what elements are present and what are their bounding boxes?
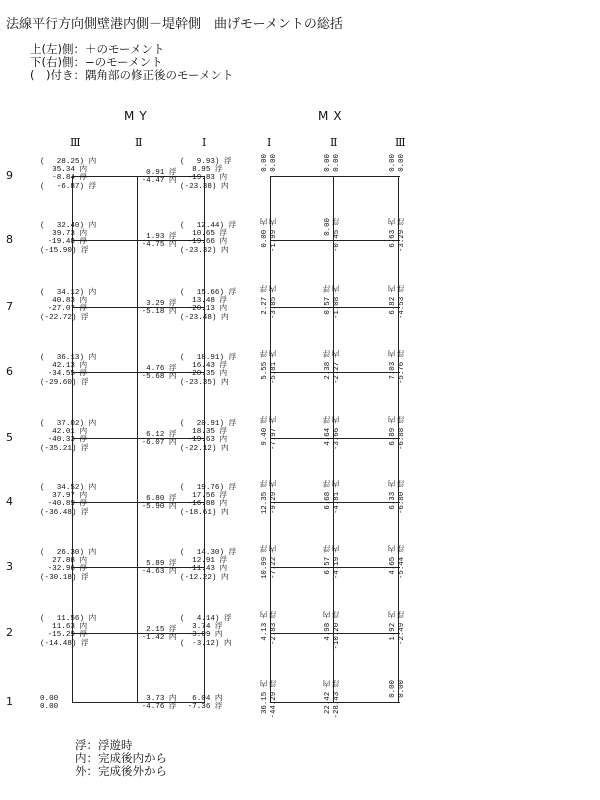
mx3-value: -6.80 浮: [398, 480, 406, 515]
my2-value: 3.29 浮: [134, 300, 177, 308]
mx3-value: 6.33 内: [389, 480, 397, 510]
mx1-value: -7.97 内: [270, 416, 278, 451]
my1-value: ( 12.44) 浮: [180, 222, 237, 230]
my3-value: 37.97 内: [40, 492, 88, 501]
mx2-value: -0.45 浮: [333, 218, 341, 253]
mx1-value: -1.99 内: [270, 218, 278, 253]
my2-value: -5.18 内: [134, 308, 177, 317]
my3-value: (-30.18) 浮: [40, 573, 89, 582]
my2-value: 6.80 浮: [134, 495, 177, 503]
my3-value: 39.73 内: [40, 230, 88, 239]
column-label-mx-2: Ⅱ: [330, 136, 338, 149]
my3-value: ( 34.12) 内: [40, 289, 97, 297]
note-3: 外：完成後外から: [75, 764, 167, 778]
my1-value: -19.63 内: [180, 436, 228, 445]
my3-value: ( 28.25) 内: [40, 158, 97, 166]
mx1-value: 2.27 浮: [261, 285, 269, 315]
row-label: 1: [6, 695, 13, 708]
my1-value: 6.04 内: [180, 695, 223, 703]
row-label: 9: [6, 169, 13, 182]
note-2: 内：完成後内から: [75, 751, 167, 765]
legend-line-1: 上(左)側：＋のモーメント: [30, 42, 165, 56]
my2-value: 1.93 浮: [134, 233, 177, 241]
my3-value: ( 11.56) 内: [40, 615, 97, 623]
my3-value: ( 26.30) 内: [40, 549, 97, 557]
mx2-value: 22.42 内: [324, 680, 332, 715]
my1-value: 10.65 浮: [180, 230, 228, 239]
header-my: MY: [124, 109, 152, 123]
my3-value: ( -6.87) 浮: [40, 182, 97, 191]
my1-value: ( 9.93) 浮: [180, 158, 232, 166]
mx2-value: 0.00: [324, 154, 332, 172]
mx3-value: 0.00: [398, 680, 406, 698]
mx2-value: 0.00: [333, 154, 341, 172]
mx1-value: 12.35 浮: [261, 480, 269, 515]
column-label-my-3: Ⅲ: [70, 136, 81, 149]
my3-value: ( 34.52) 内: [40, 484, 97, 492]
row-label: 7: [6, 300, 13, 313]
mx1-value: 0.00: [261, 154, 269, 172]
my1-value: (-22.12) 内: [180, 444, 229, 453]
mx1-value: 36.15 内: [261, 680, 269, 715]
my1-value: 3.74 浮: [180, 623, 223, 632]
my3-value: ( 36.13) 内: [40, 354, 97, 362]
column-label-mx-3: Ⅲ: [395, 136, 406, 149]
my1-value: -20.13 内: [180, 305, 228, 314]
mx1-value: -7.22 内: [270, 545, 278, 580]
my3-value: -40.33 浮: [40, 436, 88, 445]
mx1-value: 10.99 浮: [261, 545, 269, 580]
mx3-value: -5.44 浮: [398, 545, 406, 580]
mx1-value: -44.29 浮: [270, 680, 278, 719]
my3-value: (-29.60) 浮: [40, 378, 89, 387]
mx2-value: -28.43 浮: [333, 680, 341, 719]
my1-value: -11.43 内: [180, 565, 228, 574]
my3-value: 27.88 内: [40, 557, 88, 566]
mx3-value: 1.92 内: [389, 611, 397, 641]
mx3-value: 6.89 内: [389, 416, 397, 446]
my1-value: ( 18.91) 浮: [180, 354, 237, 362]
my2-value: -6.07 内: [134, 439, 177, 448]
my2-value: -1.42 内: [134, 634, 177, 643]
my3-value: (-22.72) 浮: [40, 313, 89, 322]
legend-line-2: 下(右)側：−のモーメント: [30, 55, 163, 69]
mx2-value: -4.19 内: [333, 545, 341, 580]
legend-line-3: ( )付き：隅角部の修正後のモーメント: [30, 68, 234, 82]
mx3-value: 0.00: [389, 680, 397, 698]
my2-value: 5.89 浮: [134, 560, 177, 568]
my1-value: ( 15.66) 浮: [180, 289, 237, 297]
my1-value: (-23.35) 内: [180, 378, 229, 387]
row-label: 3: [6, 560, 13, 573]
my3-value: -34.55 浮: [40, 370, 88, 379]
mx3-value: -4.53 浮: [398, 285, 406, 320]
mx2-value: -1.08 内: [333, 285, 341, 320]
my1-value: 16.43 浮: [180, 362, 228, 371]
mx3-value: 6.63 内: [389, 218, 397, 248]
mx3-value: 0.00: [398, 154, 406, 172]
my1-value: -19.66 内: [180, 238, 228, 247]
my3-value: 40.83 内: [40, 297, 88, 306]
row-label: 2: [6, 626, 13, 639]
my3-value: 42.13 内: [40, 362, 88, 371]
my2-value: -4.76 浮: [134, 703, 177, 712]
mx2-value: -4.81 内: [333, 480, 341, 515]
my1-value: (-12.22) 内: [180, 573, 229, 582]
my3-value: 35.34 内: [40, 166, 88, 175]
mx3-value: -2.49 浮: [398, 611, 406, 646]
my3-value: (-35.21) 浮: [40, 444, 89, 453]
my1-value: 18.35 浮: [180, 428, 228, 437]
mx1-value: 0.00: [270, 154, 278, 172]
my3-value: 11.63 内: [40, 623, 88, 632]
mx3-value: 6.82 内: [389, 285, 397, 315]
mx1-value: 0.00 内: [261, 218, 269, 248]
my2-value: 0.91 浮: [134, 169, 177, 177]
my3-value: -8.84 浮: [40, 174, 88, 183]
mx1-value: 5.55 浮: [261, 350, 269, 380]
my3-value: 42.01 内: [40, 428, 88, 437]
mx1-value: -2.83 浮: [270, 611, 278, 646]
mx2-value: 6.57 浮: [324, 545, 332, 575]
my2-value: 3.73 内: [134, 695, 177, 703]
mx3-value: -3.29 浮: [398, 218, 406, 253]
my2-value: 2.15 浮: [134, 626, 177, 634]
mx2-value: -3.66 内: [333, 416, 341, 451]
mx3-value: -6.88 浮: [398, 416, 406, 451]
header-mx: MX: [318, 109, 347, 123]
mx2-value: 6.68 浮: [324, 480, 332, 510]
my3-value: 0.00: [40, 695, 59, 703]
my3-value: -32.96 浮: [40, 565, 88, 574]
my2-value: -5.68 内: [134, 373, 177, 382]
mx3-value: 7.03 内: [389, 350, 397, 380]
my2-value: -4.75 内: [134, 241, 177, 250]
my1-value: -20.35 内: [180, 370, 228, 379]
my1-value: 13.48 浮: [180, 297, 228, 306]
column-label-my-2: Ⅱ: [135, 136, 143, 149]
my1-value: -7.36 浮: [180, 703, 223, 712]
my3-value: -19.48 浮: [40, 238, 88, 247]
my1-value: -16.88 内: [180, 500, 228, 509]
my1-value: (-18.61) 内: [180, 508, 229, 517]
row-label: 5: [6, 431, 13, 444]
my3-value: -15.29 浮: [40, 631, 88, 640]
column-label-mx-1: Ⅰ: [267, 136, 272, 149]
my1-value: ( 19.76) 浮: [180, 484, 237, 492]
grid-horizontal-mx: [270, 176, 400, 177]
my1-value: -3.09 内: [180, 631, 223, 640]
page-title: 法線平行方向側壁港内側－堤幹側 曲げモーメントの総括: [6, 17, 343, 32]
mx2-value: -2.27 内: [333, 350, 341, 385]
mx1-value: -3.85 内: [270, 285, 278, 320]
my1-value: ( 20.91) 浮: [180, 420, 237, 428]
my2-value: -5.90 内: [134, 503, 177, 512]
mx1-value: 4.13 内: [261, 611, 269, 641]
mx2-value: 4.64 浮: [324, 416, 332, 446]
mx3-value: 4.65 内: [389, 545, 397, 575]
my1-value: (-23.38) 内: [180, 182, 229, 191]
mx2-value: 2.38 浮: [324, 350, 332, 380]
my1-value: 12.91 浮: [180, 557, 228, 566]
row-label: 4: [6, 495, 13, 508]
my1-value: ( 14.30) 浮: [180, 549, 237, 557]
mx2-value: 0.57 浮: [324, 285, 332, 315]
mx2-value: 0.00: [324, 218, 332, 236]
my1-value: ( 4.14) 浮: [180, 615, 232, 623]
my2-value: 4.76 浮: [134, 365, 177, 373]
my3-value: ( 37.02) 内: [40, 420, 97, 428]
my1-value: (-23.48) 内: [180, 313, 229, 322]
mx3-value: -5.76 浮: [398, 350, 406, 385]
note-1: 浮：浮遊時: [75, 738, 133, 752]
mx3-value: 0.00: [389, 154, 397, 172]
mx2-value: 4.98 内: [324, 611, 332, 641]
my2-value: -4.47 内: [134, 177, 177, 186]
mx2-value: -10.20 浮: [333, 611, 341, 650]
mx1-value: -9.29 内: [270, 480, 278, 515]
my3-value: 0.00: [40, 703, 59, 712]
my1-value: 17.56 浮: [180, 492, 228, 501]
my3-value: (-14.48) 浮: [40, 639, 89, 648]
my1-value: 8.95 浮: [180, 166, 223, 175]
my1-value: ( -3.12) 内: [180, 639, 232, 648]
column-label-my-1: Ⅰ: [202, 136, 207, 149]
my1-value: (-23.32) 内: [180, 246, 229, 255]
mx1-value: -5.81 内: [270, 350, 278, 385]
my3-value: ( 32.40) 内: [40, 222, 97, 230]
my1-value: -19.83 内: [180, 174, 228, 183]
mx1-value: 9.40 浮: [261, 416, 269, 446]
my3-value: -40.89 浮: [40, 500, 88, 509]
my2-value: 6.12 浮: [134, 431, 177, 439]
row-label: 6: [6, 365, 13, 378]
my2-value: -4.63 内: [134, 568, 177, 577]
my3-value: (-15.90) 浮: [40, 246, 89, 255]
my3-value: -27.07 浮: [40, 305, 88, 314]
my3-value: (-36.48) 浮: [40, 508, 89, 517]
row-label: 8: [6, 233, 13, 246]
